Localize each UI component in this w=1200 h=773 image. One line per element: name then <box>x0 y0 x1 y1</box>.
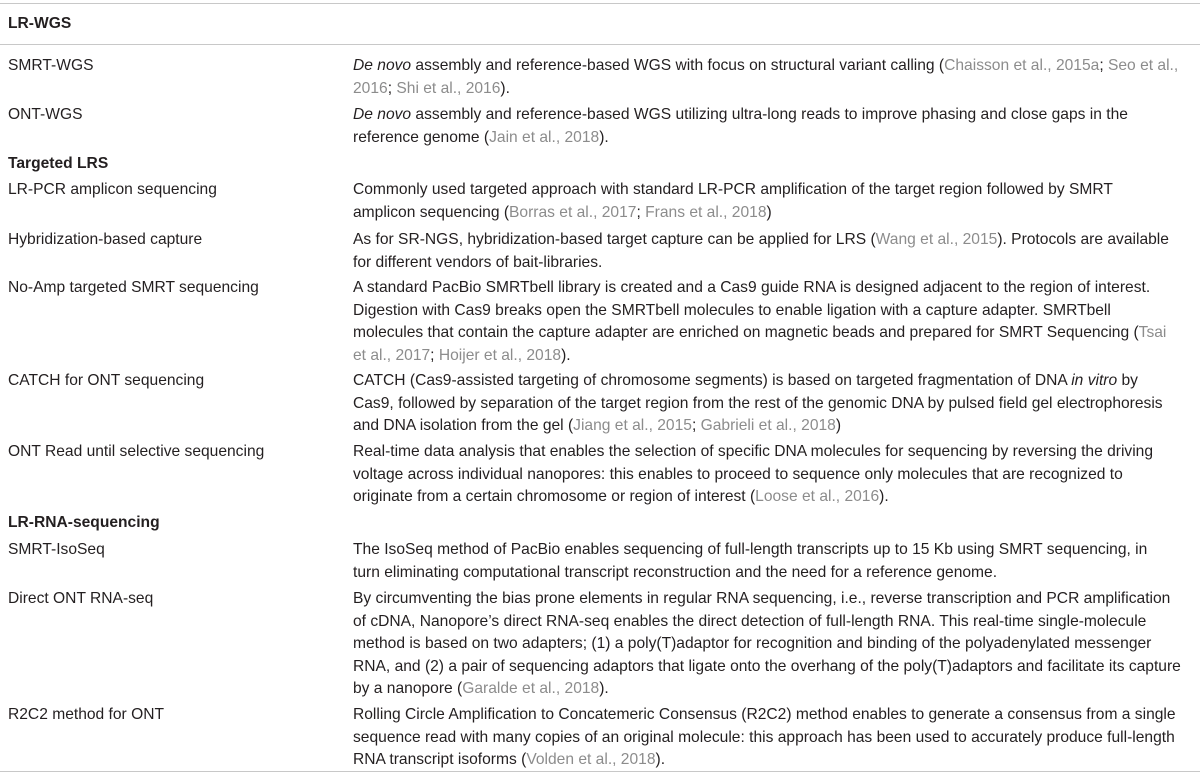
method-description-read-until: Real-time data analysis that enables the selection of specific DNA molecules for sequencing by reversing the driving voltage across individual nanopores: this enables to proceed to sequence only molecules that are recognized to originate from a certain chromosome or region of interest (Loose et al., 2016). <box>353 443 1154 505</box>
citation-link[interactable]: Hoijer et al., 2018 <box>438 346 562 364</box>
citation-link[interactable]: Shi et al., 2016 <box>396 79 501 97</box>
method-name-isoseq: SMRT-IsoSeq <box>8 541 105 558</box>
method-name-hybridization: Hybridization-based capture <box>8 231 203 248</box>
method-name-direct-rna: Direct ONT RNA-seq <box>8 590 154 607</box>
method-name-ont-wgs: ONT-WGS <box>8 106 83 123</box>
citation-link[interactable]: Wang et al., 2015 <box>875 231 998 248</box>
bottom-rule <box>0 771 1200 772</box>
section-heading-targeted-lrs: Targeted LRS <box>8 155 109 172</box>
method-description-no-amp: A standard PacBio SMRTbell library is created and a Cas9 guide RNA is designed adjacent to the region of interest. Digestion with Cas9 breaks open the SMRTbell molecules to enable ligation with a capture adapter. SMRTbell molecules that contain the capture adapter are enriched on magnetic beads and prepared for SMRT Sequencing (Tsai et al., 2017; Hoijer et al., 2018). <box>353 279 1167 364</box>
method-name-no-amp: No-Amp targeted SMRT sequencing <box>8 279 259 296</box>
method-name-smrt-wgs: SMRT-WGS <box>8 57 94 74</box>
citation-link[interactable]: 2016 <box>353 79 388 97</box>
method-name-catch: CATCH for ONT sequencing <box>8 372 205 389</box>
citation-link[interactable]: Jiang et al., 2015 <box>573 417 692 434</box>
method-name-r2c2: R2C2 method for ONT <box>8 706 164 723</box>
method-description-direct-rna: By circumventing the bias prone elements in regular RNA sequencing, i.e., reverse transcription and PCR amplification of cDNA, Nanopore’s direct RNA-seq enables the direct detection of full-length RNA. This real-time single-molecule method is based on two adapters; (1) a poly(T)adaptor for recognition and binding of the polyadenylated messenger RNA, and (2) a pair of sequencing adaptors that ligate onto the overhang of the poly(T)adaptors and facilitate its capture by a nanopore (Garalde et al., 2018). <box>353 590 1181 697</box>
citation-link[interactable]: Frans et al., 2018 <box>645 203 767 221</box>
citation-link[interactable]: Jain et al., 2018 <box>489 128 600 146</box>
method-description-ont-wgs: De novo assembly and reference-based WGS utilizing ultra-long reads to improve phasing and close gaps in the reference genome (Jain et al., 2018). <box>353 106 1128 146</box>
method-description-smrt-wgs: De novo assembly and reference-based WGS with focus on structural variant calling (Chaisson et al., 2015a; Seo et al., 2016; Shi et al., 2016). <box>353 57 1179 97</box>
citation-link[interactable]: Gabrieli et al., 2018 <box>700 417 836 434</box>
citation-link[interactable]: Loose et al., 2016 <box>755 488 880 505</box>
method-description-catch: CATCH (Cas9-assisted targeting of chromosome segments) is based on targeted fragmentation of DNA in vitro by Cas9, followed by separation of the target region from the rest of the genomic DNA by pulsed field gel electrophoresis and DNA isolation from the gel (Jiang et al., 2015; Gabrieli et al., 2018) <box>353 372 1163 434</box>
citation-link[interactable]: Volden et al., 2018 <box>526 751 656 768</box>
method-name-read-until: ONT Read until selective sequencing <box>8 443 265 460</box>
section-heading-lr-wgs: LR-WGS <box>8 15 72 32</box>
section-rule <box>0 44 1200 45</box>
citation-link[interactable]: Chaisson et al., 2015a <box>944 57 1100 74</box>
method-description-r2c2: Rolling Circle Amplification to Concatemeric Consensus (R2C2) method enables to generate a consensus from a single sequence read with many copies of an original molecule: this approach has been used to accurately produce full-length RNA transcript isoforms (Volden et al., 2018). <box>353 706 1176 768</box>
method-description-hybridization: As for SR-NGS, hybridization-based target capture can be applied for LRS (Wang et al., 2015). Protocols are available for different vendors of bait-libraries. <box>353 231 1169 271</box>
citation-link[interactable]: Borras et al., 2017 <box>509 203 637 221</box>
citation-link[interactable]: et al., 2017 <box>353 346 431 364</box>
method-description-lr-pcr: Commonly used targeted approach with standard LR-PCR amplification of the target region followed by SMRT amplicon sequencing (Borras et al., 2017; Frans et al., 2018) <box>353 181 1113 221</box>
citation-link[interactable]: Tsai <box>1138 324 1167 341</box>
top-rule <box>0 3 1200 4</box>
method-description-isoseq: The IsoSeq method of PacBio enables sequencing of full-length transcripts up to 15 Kb using SMRT sequencing, in turn eliminating computational transcript reconstruction and the need for a reference genome. <box>353 541 1148 581</box>
citation-link[interactable]: Seo et al., <box>1107 57 1179 74</box>
citation-link[interactable]: Garalde et al., 2018 <box>462 680 600 697</box>
section-heading-lr-rna: LR-RNA-sequencing <box>8 514 160 531</box>
method-name-lr-pcr: LR-PCR amplicon sequencing <box>8 181 217 198</box>
